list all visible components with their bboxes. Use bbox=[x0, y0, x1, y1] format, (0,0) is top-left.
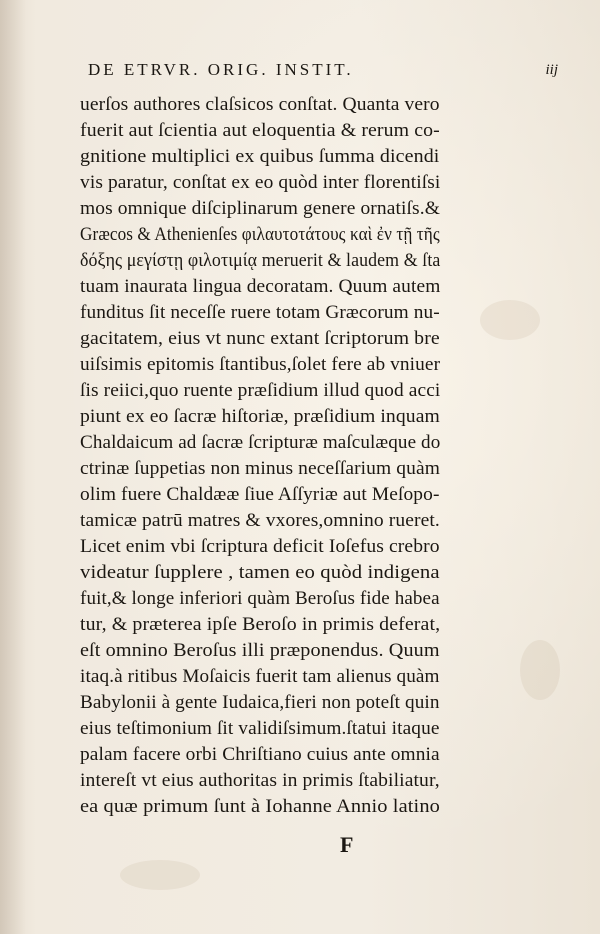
page-header bbox=[88, 60, 558, 86]
text-line: Græcos & Athenienſes φιλαυτοτάτους καὶ ἐν τῇ τῆς bbox=[80, 224, 440, 245]
text-line: Chaldaicum ad ſacræ ſcripturæ maſculæque do bbox=[80, 432, 441, 453]
text-line: δόξης μεγίστῃ φιλοτιμίᾳ meruerit & laudem & ſta bbox=[80, 250, 441, 271]
paper-stain bbox=[120, 860, 200, 890]
text-line: eius teſtimonium ſit validiſsimum.ſtatui itaque bbox=[80, 718, 440, 739]
text-line: eſt omnino Beroſus illi præponendus. Quum bbox=[80, 640, 440, 661]
gutter-shadow bbox=[0, 0, 26, 934]
paper-stain bbox=[480, 300, 540, 340]
text-line: ea quæ primum ſunt à Iohanne Annio latino bbox=[80, 796, 440, 817]
running-head: DE ETRVR. ORIG. INSTIT. bbox=[88, 60, 354, 79]
text-line: uerſos authores claſsicos conſtat. Quanta vero bbox=[80, 94, 440, 115]
text-line: ctrinæ ſuppetias non minus neceſſarium quàm bbox=[80, 458, 440, 479]
text-line: olim fuere Chaldææ ſiue Aſſyriæ aut Meſopo- bbox=[80, 484, 440, 505]
text-line: mos omnique diſciplinarum genere ornatiſs.& bbox=[80, 198, 440, 219]
text-line: gacitatem, eius vt nunc extant ſcriptorum bre bbox=[80, 328, 440, 349]
text-line: uiſsimis epitomis ſtantibus,ſolet fere ab vniuer bbox=[80, 354, 441, 375]
text-line: tamicæ patrū matres & vxores,omnino rueret. bbox=[80, 510, 440, 531]
signature-mark: F bbox=[340, 832, 354, 857]
text-line: Licet enim vbi ſcriptura deficit Ioſefus crebro bbox=[80, 536, 440, 557]
text-line: vis paratur, conſtat ex eo quòd inter florentiſsi bbox=[80, 172, 441, 193]
text-line: itaq.à ritibus Moſaicis fuerit tam alienus quàm bbox=[80, 666, 440, 687]
text-line: Babylonii à gente Iudaica,fieri non poteſt quin bbox=[80, 692, 440, 713]
text-line: ſis reiici,quo ruente præſidium illud quod acci bbox=[80, 380, 441, 401]
text-line: piunt ex eo ſacræ hiſtoriæ, præſidium inquam bbox=[80, 406, 440, 427]
text-line: fuit,& longe inferiori quàm Beroſus fide habea bbox=[80, 588, 440, 609]
text-line: fuerit aut ſcientia aut eloquentia & rerum co- bbox=[80, 120, 440, 141]
paper-stain bbox=[520, 640, 560, 700]
text-line: tur, & præterea ipſe Beroſo in primis deferat, bbox=[80, 614, 441, 635]
text-line: palam facere orbi Chriſtiano cuius ante omnia bbox=[80, 744, 440, 765]
text-line: tuam inaurata lingua decoratam. Quum autem bbox=[80, 276, 441, 297]
text-line: intereſt vt eius authoritas in primis ſtabiliatur, bbox=[80, 770, 440, 791]
text-line: gnitione multiplici ex quibus ſumma dicendi bbox=[80, 146, 440, 167]
text-line: videatur ſupplere , tamen eo quòd indigena bbox=[80, 562, 440, 583]
folio-number: iij bbox=[545, 62, 558, 78]
text-line: funditus ſit neceſſe ruere totam Græcorum nu- bbox=[80, 302, 440, 323]
